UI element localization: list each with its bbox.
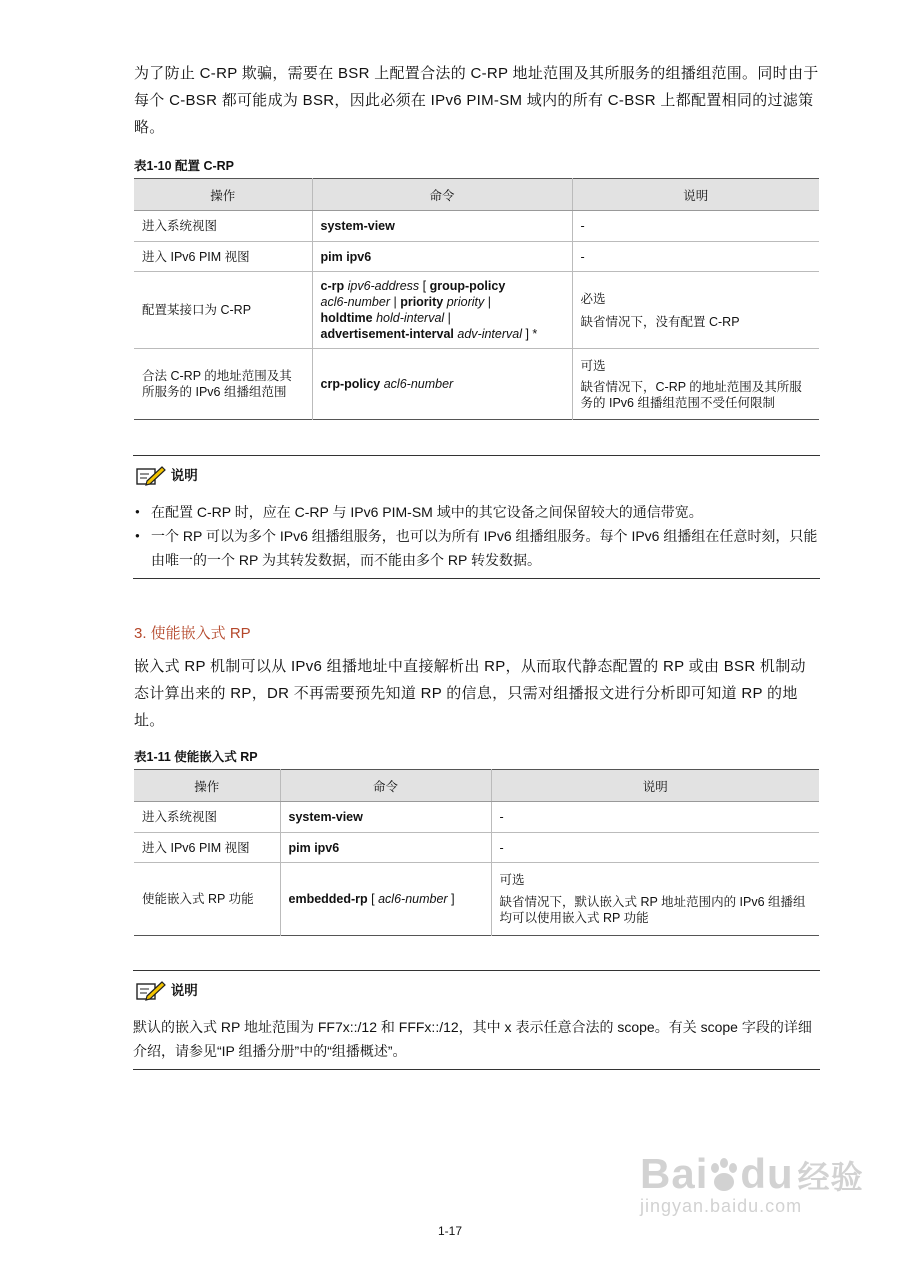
note-list (133, 500, 820, 572)
op-cell: 进入 IPv6 PIM 视图 (134, 833, 280, 863)
intro-paragraph: 为了防止 C-RP 欺骗，需要在 BSR 上配置合法的 C-RP 地址范围及其所服务的组播组范围。同时由于每个 C-BSR 都可能成为 BSR，因此必须在 IPv6 PIM-SM 域内的所有 C-BSR 上都配置相同的过滤策略。 (134, 65, 819, 136)
op-cell: 进入 IPv6 PIM 视图 (134, 242, 312, 272)
baidu-watermark (640, 1150, 864, 1217)
table1-caption: 表1-10 配置 C-RP (134, 159, 235, 173)
op-cell: 配置某接口为 C-RP (134, 272, 312, 349)
section-body: 嵌入式 RP 机制可以从 IPv6 组播地址中直接解析出 RP，从而取代静态配置的 RP 或由 BSR 机制动态计算出来的 RP，DR 不再需要预先知道 RP 的信息，只需对组播报文进行分析即可知道 RP 的地址。 (134, 658, 806, 729)
op-cell: 合法 C-RP 的地址范围及其所服务的 IPv6 组播组范围 (134, 349, 312, 420)
note-box-1 (133, 455, 820, 579)
table-row (134, 833, 819, 863)
desc-cell: 可选 缺省情况下，C-RP 的地址范围及其所服务的 IPv6 组播组范围不受任何限制 (572, 349, 819, 420)
section-title: 3. 使能嵌入式 RP (134, 625, 251, 642)
note-text: 默认的嵌入式 RP 地址范围为 FF7x::/12 和 FFFx::/12，其中 x 表示任意合法的 scope。有关 scope 字段的详细介绍，请参见“IP 组播分册”中的“组播概述”。 (133, 1019, 812, 1059)
paw-icon (708, 1158, 740, 1192)
note-heading (135, 464, 198, 488)
command-cell: crp-policy acl6-number (312, 349, 572, 420)
desc-cell: - (491, 833, 819, 863)
table-row (134, 242, 819, 272)
command-cell: pim ipv6 (312, 242, 572, 272)
desc-cell: 可选 缺省情况下，默认嵌入式 RP 地址范围内的 IPv6 组播组均可以使用嵌入式 RP 功能 (491, 863, 819, 936)
note-pencil-icon (135, 979, 167, 1003)
list-item: ● 一个 RP 可以为多个 IPv6 组播组服务，也可以为所有 IPv6 组播组服务。每个 IPv6 组播组在任意时刻，只能由唯一的一个 RP 为其转发数据，而不能由多个 RP 转发数据。 (133, 524, 820, 572)
table-config-crp (134, 178, 819, 420)
note-box-2 (133, 970, 820, 1070)
table-embedded-rp (134, 769, 819, 936)
command-cell: c-rp ipv6-address [ group-policy acl6-number | priority priority | holdtime hold-interval | advertisement-interval adv-interval ] * (312, 272, 572, 349)
desc-cell: - (491, 802, 819, 833)
op-cell: 使能嵌入式 RP 功能 (134, 863, 280, 936)
header-description: 说明 (572, 179, 819, 211)
header-description: 说明 (491, 770, 819, 802)
header-operation: 操作 (134, 179, 312, 211)
table-header-row (134, 770, 819, 802)
command-cell: system-view (312, 211, 572, 242)
header-command: 命令 (280, 770, 491, 802)
table-header-row (134, 179, 819, 211)
table-row (134, 272, 819, 349)
note-title: 说明 (170, 983, 198, 998)
watermark-logo: Bai du 经验 (640, 1150, 864, 1197)
op-cell: 进入系统视图 (134, 211, 312, 242)
table2-caption: 表1-11 使能嵌入式 RP (134, 750, 258, 764)
header-command: 命令 (312, 179, 572, 211)
command-cell: embedded-rp [ acl6-number ] (280, 863, 491, 936)
header-operation: 操作 (134, 770, 280, 802)
list-item: ● 在配置 C-RP 时，应在 C-RP 与 IPv6 PIM-SM 域中的其它设备之间保留较大的通信带宽。 (133, 500, 820, 524)
desc-cell: - (572, 211, 819, 242)
watermark-url: jingyan.baidu.com (640, 1196, 803, 1216)
table-row (134, 802, 819, 833)
op-cell: 进入系统视图 (134, 802, 280, 833)
page-number: 1-17 (438, 1224, 463, 1238)
table-row (134, 863, 819, 936)
command-cell: pim ipv6 (280, 833, 491, 863)
note-title: 说明 (170, 468, 198, 483)
table-row (134, 211, 819, 242)
desc-cell: 必选 缺省情况下，没有配置 C-RP (572, 272, 819, 349)
desc-cell: - (572, 242, 819, 272)
command-cell: system-view (280, 802, 491, 833)
note-heading (135, 979, 198, 1003)
table-row (134, 349, 819, 420)
note-pencil-icon (135, 464, 167, 488)
